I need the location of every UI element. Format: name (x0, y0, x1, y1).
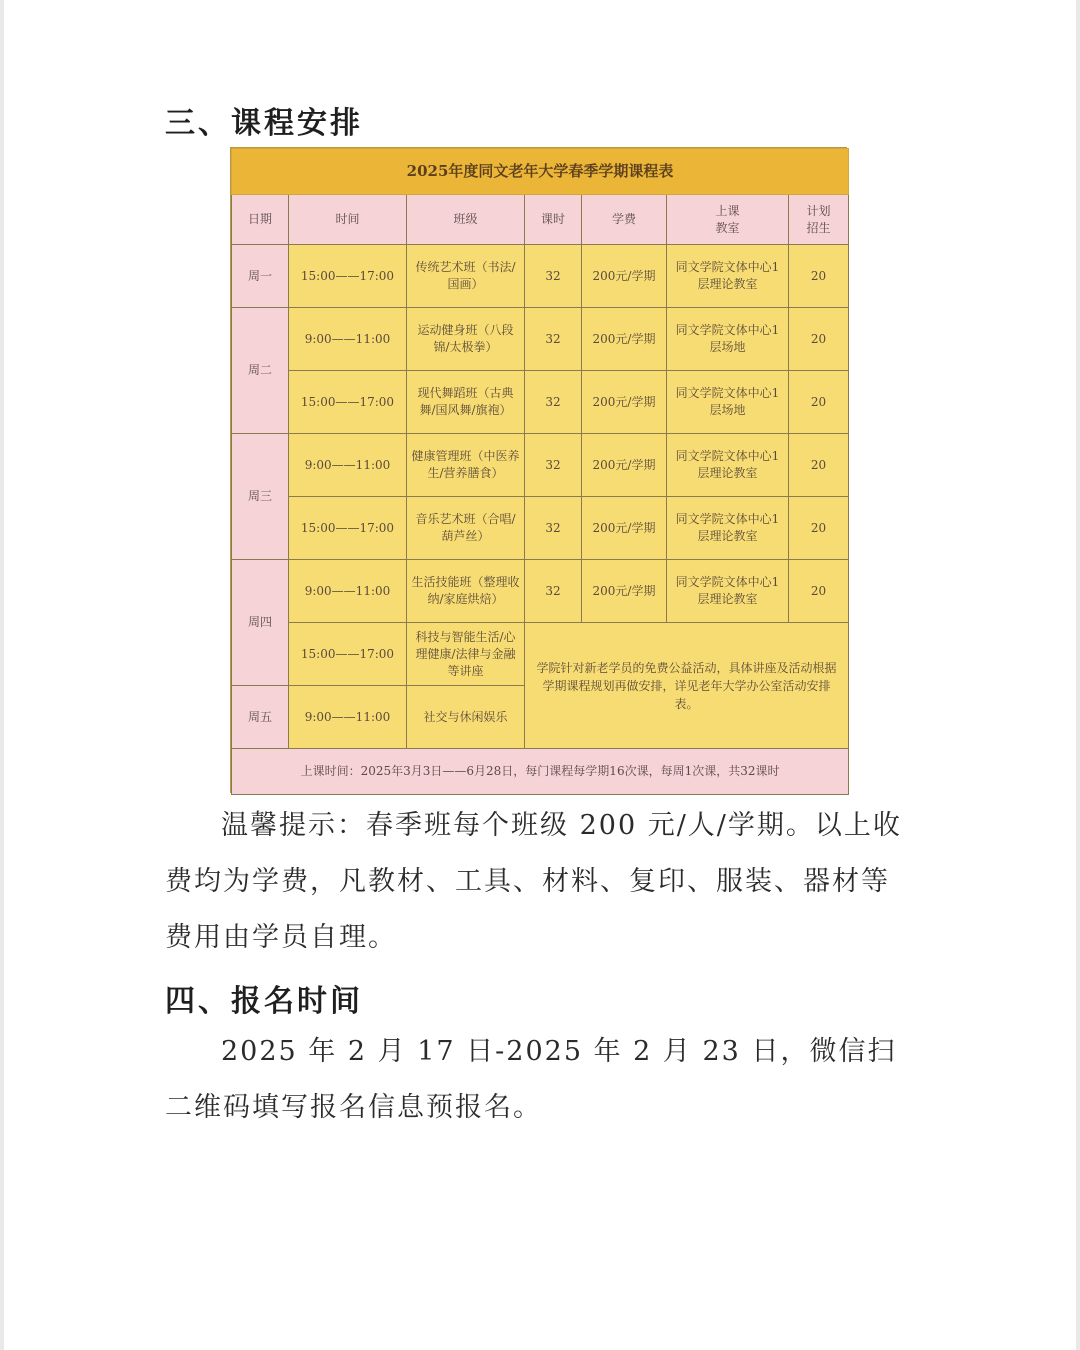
table-row (232, 497, 849, 560)
schedule-table (230, 147, 847, 793)
section-heading-registration-time: 四、报名时间 (165, 984, 363, 1019)
fee-tip-paragraph (165, 798, 917, 966)
cell-quota: 20 (789, 371, 849, 434)
cell-fee: 200元/学期 (582, 497, 667, 560)
cell-quota: 20 (789, 245, 849, 308)
table-row (232, 245, 849, 308)
cell-class: 传统艺术班（书法/国画） (407, 245, 525, 308)
free-activity-note: 学院针对新老学员的免费公益活动，具体讲座及活动根据学期课程规划再做安排，详见老年大学办公室活动安排表。 (525, 623, 849, 749)
cell-quota: 20 (789, 308, 849, 371)
page-edge-left (0, 0, 4, 1350)
table-row (232, 371, 849, 434)
cell-hours: 32 (525, 434, 582, 497)
cell-hours: 32 (525, 497, 582, 560)
cell-fee: 200元/学期 (582, 434, 667, 497)
cell-time: 15:00——17:00 (289, 623, 407, 686)
cell-quota: 20 (789, 434, 849, 497)
cell-quota: 20 (789, 560, 849, 623)
cell-class: 社交与休闲娱乐 (407, 686, 525, 749)
cell-fee: 200元/学期 (582, 371, 667, 434)
registration-paragraph (165, 1024, 917, 1136)
section-heading-course-schedule: 三、课程安排 (165, 106, 363, 141)
schedule-title: 2025年度同文老年大学春季学期课程表 (232, 149, 849, 195)
header-room: 上课 教室 (667, 195, 789, 245)
cell-room: 同文学院文体中心1层理论教室 (667, 245, 789, 308)
cell-room: 同文学院文体中心1层场地 (667, 371, 789, 434)
cell-time: 9:00——11:00 (289, 560, 407, 623)
schedule-footer: 上课时间：2025年3月3日——6月28日，每门课程每学期16次课，每周1次课，共32课时 (232, 749, 849, 795)
cell-room: 同文学院文体中心1层理论教室 (667, 560, 789, 623)
cell-time: 15:00——17:00 (289, 497, 407, 560)
header-class: 班级 (407, 195, 525, 245)
fee-tip-text: 温馨提示：春季班每个班级 200 元/人/学期。以上收费均为学费，凡教材、工具、材料、复印、服装、器材等费用由学员自理。 (165, 810, 902, 953)
cell-class: 健康管理班（中医养生/营养膳食） (407, 434, 525, 497)
cell-fee: 200元/学期 (582, 245, 667, 308)
cell-class: 运动健身班（八段锦/太极拳） (407, 308, 525, 371)
cell-time: 15:00——17:00 (289, 371, 407, 434)
day-tuesday: 周二 (232, 308, 289, 434)
registration-text: 2025 年 2 月 17 日-2025 年 2 月 23 日，微信扫二维码填写报名信息预报名。 (165, 1036, 897, 1123)
cell-hours: 32 (525, 308, 582, 371)
cell-hours: 32 (525, 371, 582, 434)
cell-room: 同文学院文体中心1层理论教室 (667, 497, 789, 560)
cell-quota: 20 (789, 497, 849, 560)
cell-time: 15:00——17:00 (289, 245, 407, 308)
cell-time: 9:00——11:00 (289, 434, 407, 497)
day-friday: 周五 (232, 686, 289, 749)
cell-room: 同文学院文体中心1层理论教室 (667, 434, 789, 497)
cell-time: 9:00——11:00 (289, 686, 407, 749)
header-quota: 计划 招生 (789, 195, 849, 245)
cell-fee: 200元/学期 (582, 308, 667, 371)
table-row (232, 308, 849, 371)
day-thursday: 周四 (232, 560, 289, 686)
cell-room: 同文学院文体中心1层场地 (667, 308, 789, 371)
page-edge-right (1076, 0, 1080, 1350)
day-wednesday: 周三 (232, 434, 289, 560)
day-monday: 周一 (232, 245, 289, 308)
cell-fee: 200元/学期 (582, 560, 667, 623)
header-fee: 学费 (582, 195, 667, 245)
cell-class: 科技与智能生活/心理健康/法律与金融等讲座 (407, 623, 525, 686)
table-row (232, 623, 849, 686)
header-hours: 课时 (525, 195, 582, 245)
cell-hours: 32 (525, 560, 582, 623)
header-date: 日期 (232, 195, 289, 245)
cell-class: 生活技能班（整理收纳/家庭烘焙） (407, 560, 525, 623)
cell-class: 音乐艺术班（合唱/葫芦丝） (407, 497, 525, 560)
cell-time: 9:00——11:00 (289, 308, 407, 371)
cell-class: 现代舞蹈班（古典舞/国风舞/旗袍） (407, 371, 525, 434)
cell-hours: 32 (525, 245, 582, 308)
table-row (232, 434, 849, 497)
table-row (232, 560, 849, 623)
header-time: 时间 (289, 195, 407, 245)
